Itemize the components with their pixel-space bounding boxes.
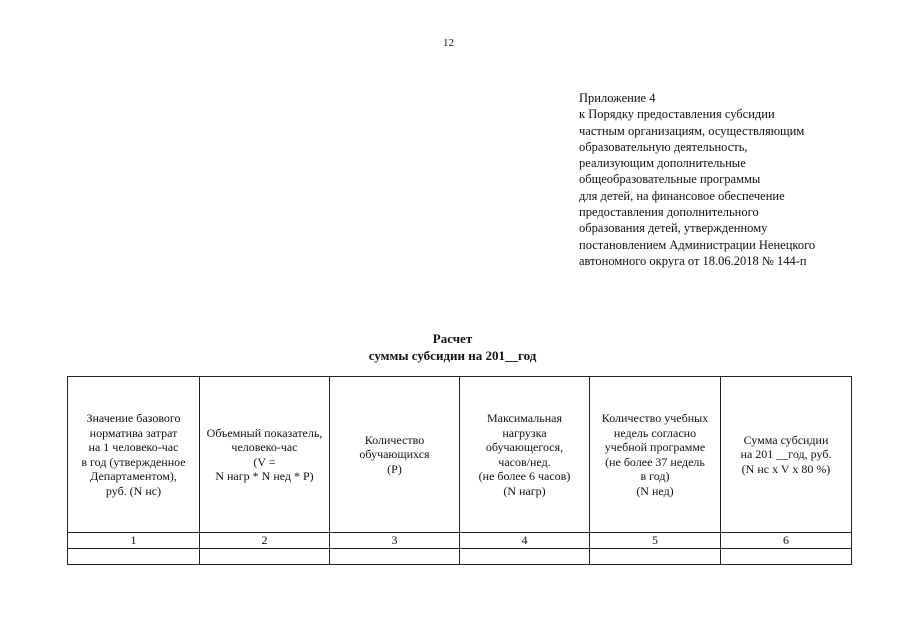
header-text: (не более 6 часов) — [478, 469, 571, 483]
header-text: Количество учебных — [601, 411, 709, 425]
appendix-line: частным организациям, осуществляющим — [579, 123, 805, 138]
column-number: 5 — [590, 533, 721, 549]
column-number-row — [68, 533, 852, 549]
header-cell-volume-indicator — [200, 377, 330, 533]
header-text: (P) — [387, 461, 402, 476]
empty-cell — [200, 549, 330, 565]
empty-cell — [330, 549, 460, 565]
appendix-line: предоставления дополнительного — [579, 205, 759, 220]
header-cell-max-load — [460, 377, 590, 533]
header-text: обучающегося, — [485, 440, 564, 454]
header-text: недель согласно — [613, 425, 697, 440]
empty-cell — [68, 549, 200, 565]
header-text: Объемный показатель, — [206, 425, 323, 440]
appendix-line: для детей, на финансовое обеспечение — [579, 188, 785, 203]
header-text: на 1 человеко-час — [88, 440, 179, 454]
header-cell-subsidy-amount — [721, 377, 852, 533]
empty-cell — [590, 549, 721, 565]
header-text: на 201 __год, руб. — [740, 447, 832, 462]
header-text: (N нс x V x 80 %) — [741, 461, 831, 476]
header-text: в год) — [640, 469, 670, 483]
column-number: 6 — [721, 533, 852, 549]
appendix-line: образования детей, утвержденному — [579, 221, 768, 236]
empty-data-row — [68, 549, 852, 565]
page-number: 12 — [443, 37, 454, 49]
document-title — [0, 330, 905, 364]
column-number: 4 — [460, 533, 590, 549]
empty-cell — [460, 549, 590, 565]
column-number: 3 — [330, 533, 460, 549]
header-text: Количество — [364, 432, 425, 447]
column-number: 1 — [68, 533, 200, 549]
appendix-line: общеобразовательные программы — [579, 172, 761, 187]
column-number: 2 — [200, 533, 330, 549]
appendix-line: образовательную деятельность, — [579, 139, 748, 154]
appendix-line: реализующим дополнительные — [579, 156, 746, 171]
header-text: часов/нед. — [498, 454, 551, 469]
appendix-line: Приложение 4 — [579, 91, 656, 105]
header-text: учебной программе — [604, 440, 706, 454]
header-text: (не более 37 недель — [605, 454, 705, 469]
header-text: норматива затрат — [89, 425, 178, 440]
title-line-1: Расчет — [432, 331, 473, 346]
subsidy-calculation-table — [67, 376, 852, 565]
title-line-2: суммы субсидии на 201__год — [368, 348, 537, 363]
header-text: руб. (N нс) — [105, 483, 162, 498]
header-text: Значение базового — [86, 411, 181, 425]
header-text: Сумма субсидии — [743, 432, 829, 447]
header-cell-study-weeks — [590, 377, 721, 533]
header-text: (V = — [253, 454, 276, 469]
header-text: (N нагр) — [503, 483, 546, 498]
header-text: человеко-час — [231, 440, 298, 454]
header-cell-base-norm — [68, 377, 200, 533]
header-text: Департаментом), — [90, 469, 177, 483]
empty-cell — [721, 549, 852, 565]
appendix-line: к Порядку предоставления субсидии — [579, 107, 775, 122]
appendix-line: постановлением Администрации Ненецкого — [579, 237, 816, 252]
header-text: обучающихся — [359, 447, 430, 462]
header-row — [68, 377, 852, 533]
appendix-heading — [579, 90, 879, 269]
appendix-line: автономного округа от 18.06.2018 № 144-п — [579, 253, 807, 268]
header-text: нагрузка — [502, 425, 547, 440]
header-text: Максимальная — [487, 411, 562, 425]
header-cell-students-count — [330, 377, 460, 533]
header-text: в год (утвержденное — [81, 454, 186, 469]
header-text: (N нед) — [636, 483, 674, 498]
header-text: N нагр * N нед * P) — [215, 469, 314, 483]
